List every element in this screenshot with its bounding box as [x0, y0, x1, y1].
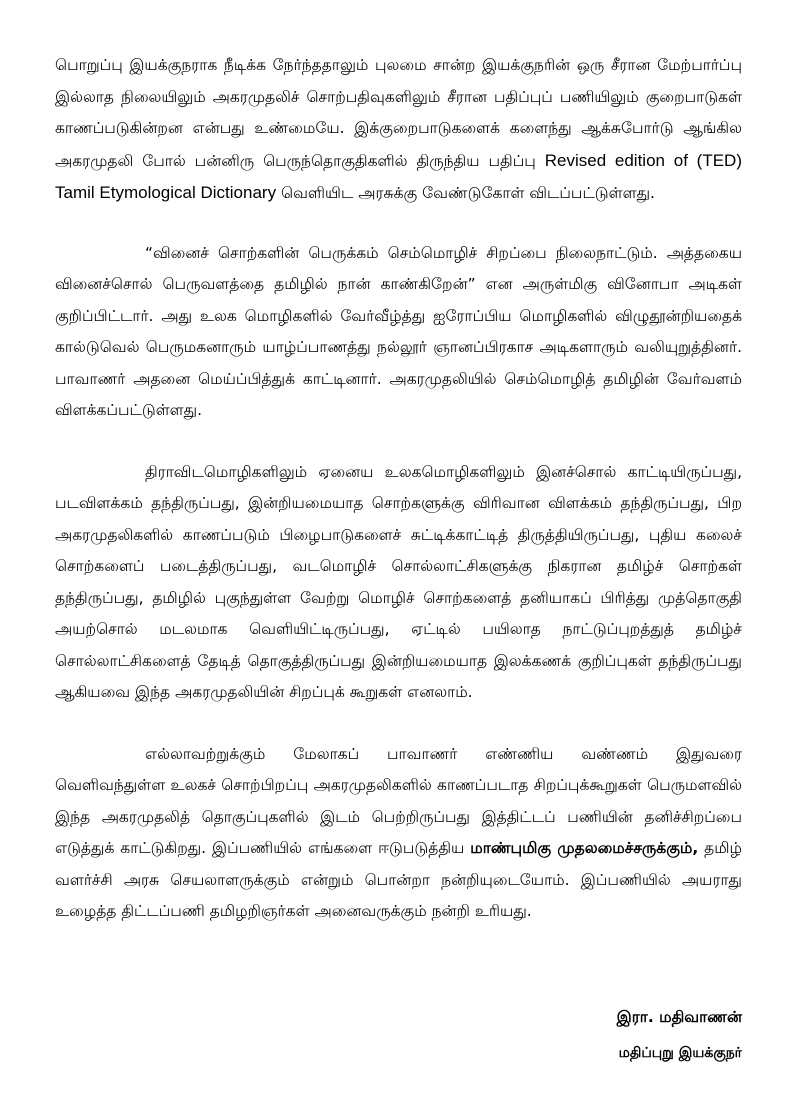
bold-acknowledgement: மாண்புமிகு முதலமைச்சருக்கும், [470, 839, 699, 857]
paragraph-2-text: “வினைச் சொற்களின் பெருக்கம் செம்மொழிச் சிறப்பை நிலைநாட்டும். அத்தகைய வினைச்சொல் பெருவளத்தை தமிழில் நான் காண்கிறேன்” என அருள்மிகு வினோபா அடிகள் குறிப்பிட்டார். அது உலக மொழிகளில் வேர்வீழ்த்து ஐரோப்பிய மொழிகளில் விழுதூன்றியதைக் கால்டுவெல் பெருமகனாரும் யாழ்ப்பாணத்து நல்லூர் ஞானப்பிரகாச அடிகளாரும் வலியுறுத்தினர். பாவாணர் அதனை மெய்ப்பித்துக் காட்டினார். அகரமுதலியில் செம்மொழித் தமிழின் வேர்வளம் விளக்கப்பட்டுள்ளது. [55, 243, 742, 419]
paragraph-1-text-end: வெளியிட அரசுக்கு வேண்டுகோள் விடப்பட்டுள்ளது. [281, 184, 655, 202]
signature-block [617, 1002, 742, 1068]
signatory-title: மதிப்புறு இயக்குநர் [618, 1045, 742, 1061]
paragraph-4-text-end: தமிழ் வளர்ச்சி அரசு செயலாளருக்கும் என்றும் பொன்றா நன்றியுடையோம். இப்பணியில் அயராது உழைத்த திட்டப்பணி தமிழறிஞர்கள் அனைவருக்கும் நன்றி உரியது. [55, 839, 742, 920]
paragraph-2 [55, 238, 742, 427]
paragraph-4 [55, 739, 742, 928]
signatory-name: இரா. மதிவாணன் [616, 1008, 742, 1026]
paragraph-1 [55, 50, 742, 210]
paragraph-3-text: திராவிடமொழிகளிலும் ஏனைய உலகமொழிகளிலும் இனச்சொல் காட்டியிருப்பது, படவிளக்கம் தந்திருப்பது, இன்றியமையாத சொற்களுக்கு விரிவான விளக்கம் தந்திருப்பது, பிற அகரமுதலிகளில் காணப்படும் பிழைபாடுகளைச் சுட்டிக்காட்டித் திருத்தியிருப்பது, புதிய கலைச் சொற்களைப் படைத்திருப்பது, வடமொழிச் சொல்லாட்சிகளுக்கு நிகரான தமிழ்ச் சொற்கள் தந்திருப்பது, தமிழில் புகுந்துள்ள வேற்று மொழிச் சொற்களைத் தனியாகப் பிரித்து முத்தொகுதி அயற்சொல் மடலமாக வெளியிட்டிருப்பது, ஏட்டில் பயிலாத நாட்டுப்புறத்துத் தமிழ்ச் சொல்லாட்சிகளைத் தேடித் தொகுத்திருப்பது இன்றியமையாத இலக்கணக் குறிப்புகள் தந்திருப்பது ஆகியவை இந்த அகரமுதலியின் சிறப்புக் கூறுகள் எனலாம். [55, 462, 742, 701]
paragraph-4-text: எல்லாவற்றுக்கும் மேலாகப் பாவாணர் எண்ணிய வண்ணம் இதுவரை வெளிவந்துள்ள உலகச் சொற்பிறப்பு அகரமுதலிகளில் காணப்படாத சிறப்புக்கூறுகள் பெருமளவில் இந்த அகரமுதலித் தொகுப்புகளில் இடம் பெற்றிருப்பது இத்திட்டப் பணியின் தனிச்சிறப்பை எடுத்துக் காட்டுகிறது. இப்பணியில் எங்களை ஈடுபடுத்திய [55, 744, 742, 857]
english-title: Revised edition of (TED) Tamil Etymological Dictionary [55, 150, 742, 202]
paragraph-1-text: பொறுப்பு இயக்குநராக நீடிக்க நேர்ந்ததாலும் புலமை சான்ற இயக்குநரின் ஒரு சீரான மேற்பார்ப்பு இல்லாத நிலையிலும் அகரமுதலிச் சொற்பதிவுகளிலும் சீரான பதிப்புப் பணியிலும் குறைபாடுகள் காணப்படுகின்றன என்பது உண்மையே. இக்குறைபாடுகளைக் களைந்து ஆக்சுபோர்டு ஆங்கில அகரமுதலி போல் பன்னிரு பெருந்தொகுதிகளில் திருந்திய பதிப்பு [55, 56, 742, 170]
paragraph-3 [55, 457, 742, 709]
